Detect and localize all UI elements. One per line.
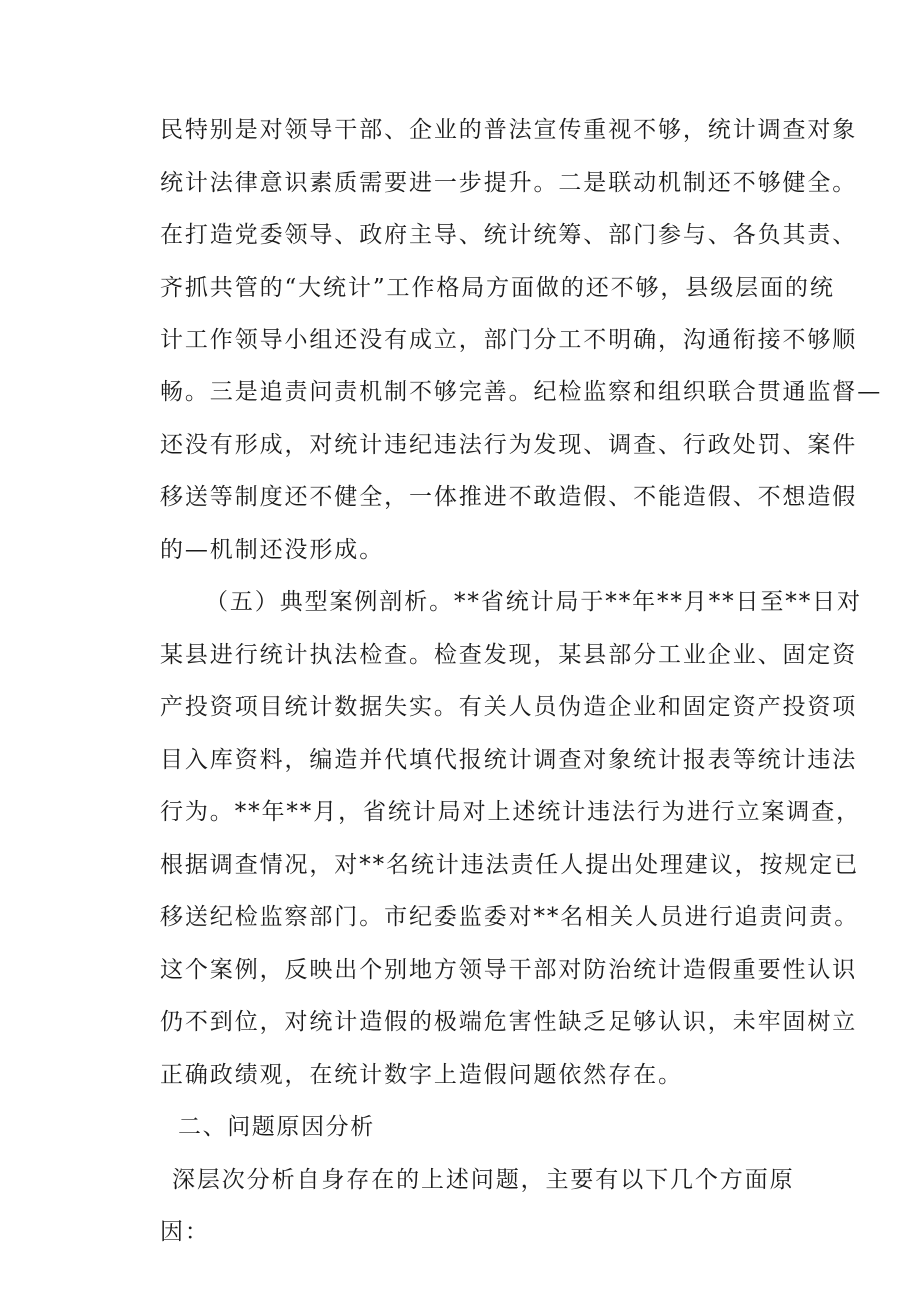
paragraph-2-line-1: （五）典型案例剖析。**省统计局于**年**月**日至**日对 (205, 589, 862, 615)
paragraph-1-line-2: 统计法律意识素质需要进一步提升。二是联动机制还不够健全。 (160, 170, 858, 196)
paragraph-2-line-6: 根据调查情况，对**名统计违法责任人提出处理建议，按规定已 (160, 852, 860, 878)
paragraph-2-line-8: 这个案例，反映出个别地方领导干部对防治统计造假重要性认识 (160, 957, 858, 983)
paragraph-2-line-10: 正确政绩观，在统计数字上造假问题依然存在。 (160, 1062, 683, 1088)
paragraph-1-line-1: 民特别是对领导干部、企业的普法宣传重视不够，统计调查对象 (160, 117, 858, 143)
paragraph-1-line-7: 还没有形成，对统计违纪违法行为发现、调查、行政处罚、案件 (160, 432, 858, 458)
paragraph-2-line-2: 某县进行统计执法检查。检查发现，某县部分工业企业、固定资 (160, 642, 858, 668)
paragraph-2-line-7: 移送纪检监察部门。市纪委监委对**名相关人员进行追责问责。 (160, 904, 860, 930)
paragraph-2-line-4: 目入库资料，编造并代填代报统计调查对象统计报表等统计违法 (160, 747, 858, 773)
paragraph-1-line-6: 畅。三是追责问责机制不够完善。纪检监察和组织联合贯通监督— (160, 379, 883, 405)
paragraph-2-line-9: 仍不到位，对统计造假的极端危害性缺乏足够认识，未牢固树立 (160, 1009, 858, 1035)
paragraph-1-line-8: 移送等制度还不健全，一体推进不敢造假、不能造假、不想造假 (160, 484, 858, 510)
paragraph-3-line-1: 深层次分析自身存在的上述问题，主要有以下几个方面原 (172, 1167, 795, 1193)
paragraph-1-line-3: 在打造党委领导、政府主导、统计统筹、部门参与、各负其责、 (160, 222, 858, 248)
paragraph-2-line-3: 产投资项目统计数据失实。有关人员伪造企业和固定资产投资项 (160, 694, 858, 720)
paragraph-1-line-5: 计工作领导小组还没有成立，部门分工不明确，沟通衔接不够顺 (160, 327, 858, 353)
section-heading: 二、问题原因分析 (178, 1114, 375, 1140)
paragraph-1-line-9: 的—机制还没形成。 (160, 537, 385, 563)
paragraph-1-line-4: 齐抓共管的“大统计”工作格局方面做的还不够，县级层面的统 (160, 275, 835, 301)
paragraph-3-line-2: 因： (160, 1219, 210, 1245)
paragraph-2-line-5: 行为。**年**月，省统计局对上述统计违法行为进行立案调查， (160, 799, 861, 825)
